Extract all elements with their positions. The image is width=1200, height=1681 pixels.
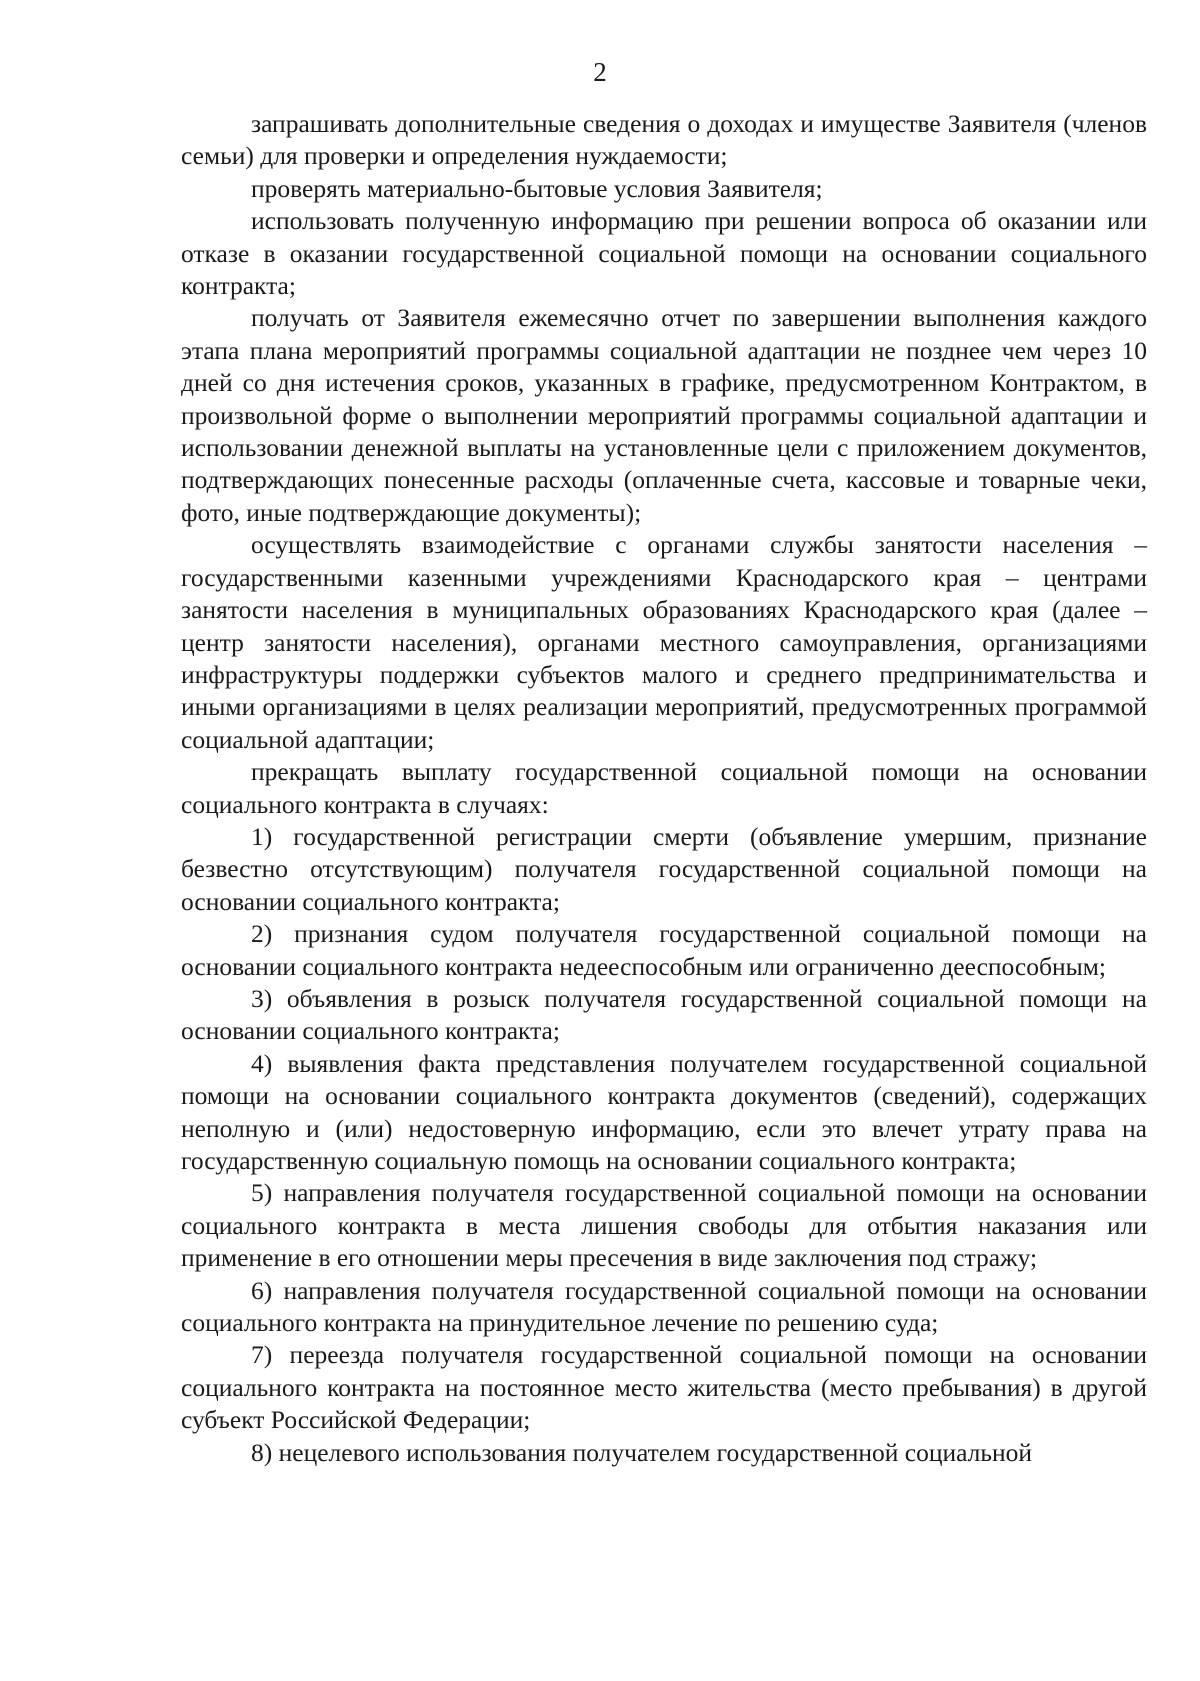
list-item-6: 6) направления получателя государственной социальной помощи на основании социального контракта на принудительное лечение по решению суда; <box>181 1275 1147 1338</box>
page-number: 2 <box>593 57 607 87</box>
list-item-7: 7) переезда получателя государственной социальной помощи на основании социального контракта на постоянное место жительства (место пребывания) в другой субъект Российской Федерации; <box>181 1340 1147 1435</box>
paragraph-terminate-payment: прекращать выплату государственной социальной помощи на основании социального контракта в случаях: <box>181 757 1147 819</box>
list-item-8: 8) нецелевого использования получателем государственной социальной <box>251 1437 1033 1467</box>
list-item-2: 2) признания судом получателя государственной социальной помощи на основании социального контракта недееспособным или ограниченно дееспособным; <box>181 919 1147 981</box>
list-item-1: 1) государственной регистрации смерти (объявление умершим, признание безвестно отсутствующим) получателя государственной социальной помощи на основании социального контракта; <box>181 821 1147 916</box>
paragraph-cooperation: осуществлять взаимодействие с органами службы занятости населения – государственными казенными учреждениями Краснодарского края – центрами занятости населения в муниципальных образованиях Краснодарского края (далее – центр занятости населения), органами местного самоуправления, организациями инфраструктуры поддержки субъектов малого и среднего предпринимательства и иными организациями в целях реализации мероприятий, предусмотренных программой социальной адаптации; <box>181 530 1147 754</box>
paragraph-check-living-conditions: проверять материально-бытовые условия Заявителя; <box>251 173 823 203</box>
list-item-5: 5) направления получателя государственной социальной помощи на основании социального контракта в места лишения свободы для отбытия наказания или применение в его отношении меры пресечения в виде заключения под стражу; <box>181 1178 1147 1273</box>
paragraph-request-income-info: запрашивать дополнительные сведения о доходах и имуществе Заявителя (членов семьи) для проверки и определения нуждаемости; <box>181 109 1147 171</box>
list-item-3: 3) объявления в розыск получателя государственной социальной помощи на основании социального контракта; <box>181 983 1147 1046</box>
document-body <box>181 108 1147 1469</box>
paragraph-monthly-report: получать от Заявителя ежемесячно отчет по завершении выполнения каждого этапа плана мероприятий программы социальной адаптации не позднее чем через 10 дней со дня истечения сроков, указанных в графике, предусмотренном Контрактом, в произвольной форме о выполнении мероприятий программы социальной адаптации и использовании денежной выплаты на установленные цели с приложением документов, подтверждающих понесенные расходы (оплаченные счета, кассовые и товарные чеки, фото, иные подтверждающие документы); <box>181 303 1147 527</box>
list-item-4: 4) выявления факта представления получателем государственной социальной помощи на основании социального контракта документов (сведений), содержащих неполную и (или) недостоверную информацию, если это влечет утрату права на государственную социальную помощь на основании социального контракта; <box>181 1048 1147 1175</box>
paragraph-use-information: использовать полученную информацию при решении вопроса об оказании или отказе в оказании государственной социальной помощи на основании социального контракта; <box>181 206 1147 301</box>
